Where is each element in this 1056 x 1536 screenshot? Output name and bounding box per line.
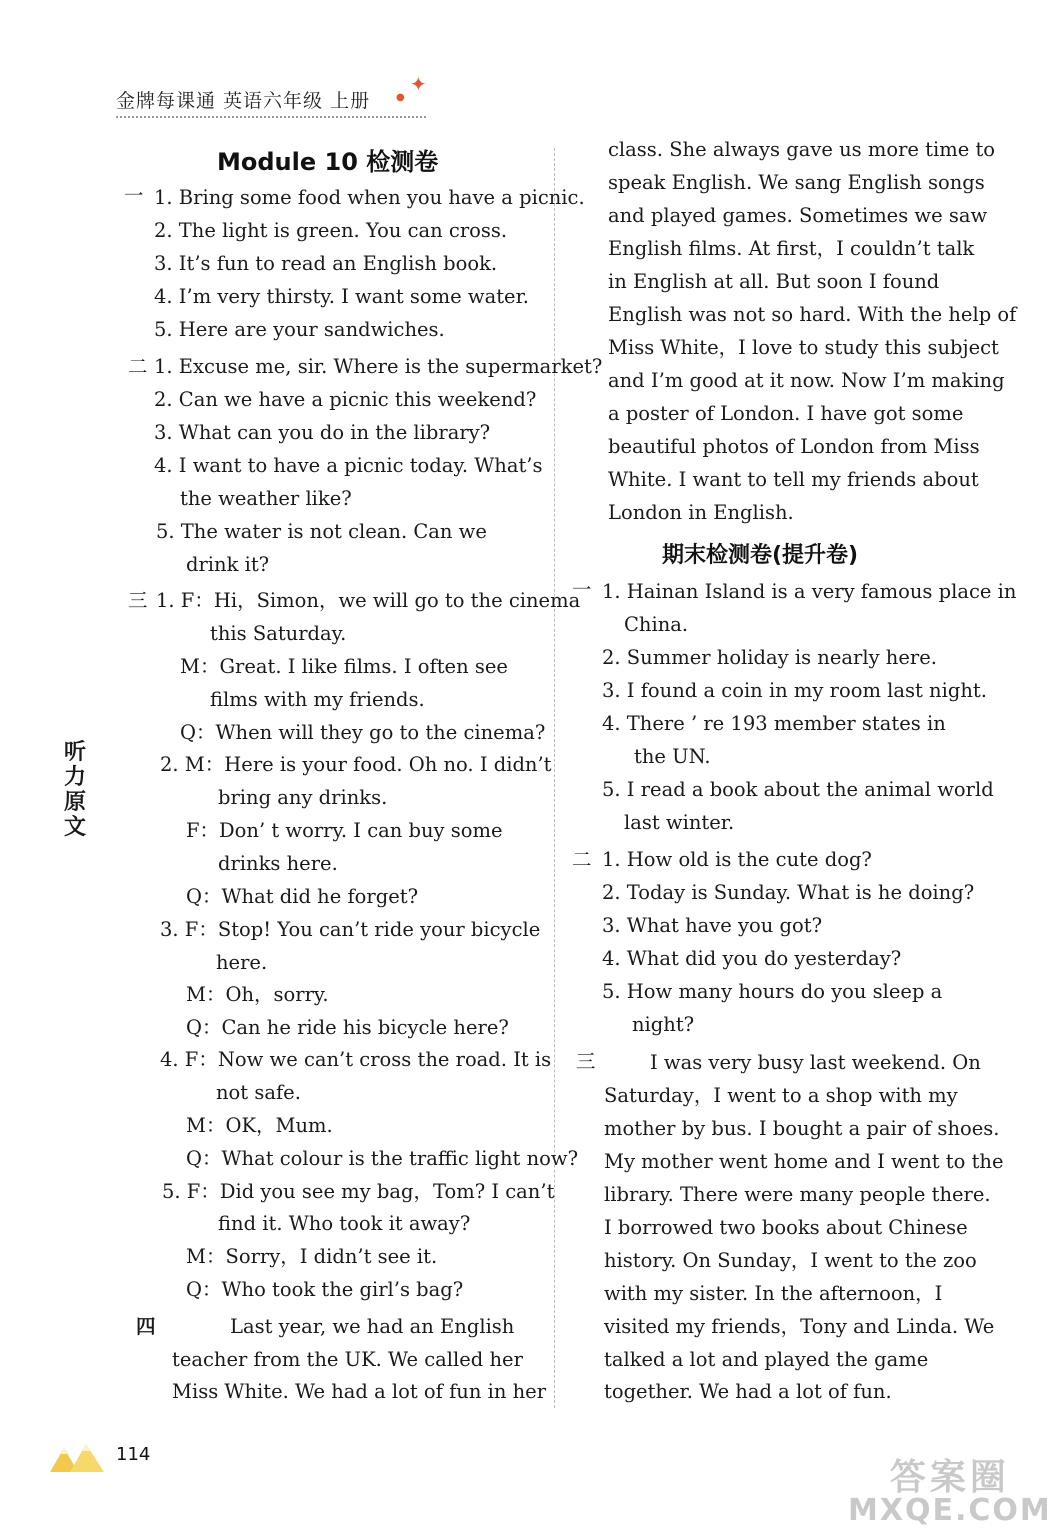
- text-line: F：Don’ t worry. I can buy some: [186, 819, 503, 842]
- section-marker: 三: [576, 1050, 596, 1073]
- text-line: 2. Summer holiday is nearly here.: [602, 646, 937, 669]
- text-line: the weather like?: [180, 487, 352, 510]
- text-line: 3. What have you got?: [602, 914, 823, 937]
- section-marker: 三: [128, 589, 148, 612]
- text-line: 3. F：Stop! You can’t ride your bicycle: [160, 918, 541, 941]
- text-line: talked a lot and played the game: [604, 1348, 929, 1371]
- text-line: 2. M：Here is your food. Oh no. I didn’t: [160, 753, 552, 776]
- text-line: Q：What did he forget?: [186, 885, 419, 908]
- text-line: 5. I read a book about the animal world: [602, 778, 994, 801]
- text-line: 1. Bring some food when you have a picnic.: [154, 186, 585, 209]
- text-line: 4. There ’ re 193 member states in: [602, 712, 946, 735]
- text-line: 4. What did you do yesterday?: [602, 947, 902, 970]
- header-title: 金牌每课通 英语六年级 上册: [116, 90, 371, 112]
- section-marker: 四: [136, 1315, 156, 1338]
- mountains-icon: [48, 1438, 108, 1474]
- text-line: 2. The light is green. You can cross.: [154, 219, 508, 242]
- text-line: Miss White. We had a lot of fun in her: [172, 1380, 547, 1403]
- column-divider: [554, 148, 555, 1408]
- text-line: 3. It’s fun to read an English book.: [154, 252, 498, 275]
- text-line: here.: [216, 951, 268, 974]
- text-line: I was very busy last weekend. On: [650, 1051, 981, 1074]
- text-line: M：Great. I like films. I often see: [180, 655, 508, 678]
- text-line: I borrowed two books about Chinese: [604, 1216, 968, 1239]
- text-line: Q：Who took the girl’s bag?: [186, 1278, 464, 1301]
- text-line: films with my friends.: [210, 688, 425, 711]
- text-line: 5. The water is not clean. Can we: [156, 520, 487, 543]
- text-line: with my sister. In the afternoon，I: [604, 1282, 943, 1305]
- text-line: Q：What colour is the traffic light now?: [186, 1147, 579, 1170]
- watermark-cn: 答案圈: [889, 1457, 1010, 1498]
- right-section-title: 期末检测卷(提升卷): [662, 543, 859, 568]
- text-line: Last year, we had an English: [230, 1315, 515, 1338]
- text-line: class. She always gave us more time to: [608, 138, 996, 161]
- text-line: drinks here.: [218, 852, 338, 875]
- text-line: last winter.: [624, 811, 735, 834]
- text-line: My mother went home and I went to the: [604, 1150, 1004, 1173]
- text-line: Miss White，I love to study this subject: [608, 336, 999, 359]
- text-line: speak English. We sang English songs: [608, 171, 985, 194]
- section-marker: 一: [572, 578, 592, 601]
- text-line: English was not so hard. With the help of: [608, 303, 1017, 326]
- section-marker: 二: [572, 848, 592, 871]
- text-line: English films. At first，I couldn’t talk: [608, 237, 975, 260]
- text-line: a poster of London. I have got some: [608, 402, 964, 425]
- text-line: and played games. Sometimes we saw: [608, 204, 988, 227]
- text-line: Q：Can he ride his bicycle here?: [186, 1016, 509, 1039]
- page-number: 114: [116, 1444, 151, 1465]
- text-line: together. We had a lot of fun.: [604, 1380, 892, 1403]
- text-line: in English at all. But soon I found: [608, 270, 940, 293]
- text-line: 5. How many hours do you sleep a: [602, 980, 943, 1003]
- text-line: Saturday，I went to a shop with my: [604, 1084, 958, 1107]
- watermark: [848, 1457, 1052, 1528]
- text-line: 4. I’m very thirsty. I want some water.: [154, 285, 529, 308]
- text-line: find it. Who took it away?: [218, 1212, 471, 1235]
- header-star-icon: ✦: [410, 72, 427, 96]
- text-line: London in English.: [608, 501, 794, 524]
- text-line: visited my friends，Tony and Linda. We: [604, 1315, 995, 1338]
- text-line: 1. Excuse me, sir. Where is the supermarket?: [154, 355, 603, 378]
- text-line: 2. Can we have a picnic this weekend?: [154, 388, 537, 411]
- text-line: 5. Here are your sandwiches.: [154, 318, 445, 341]
- text-line: mother by bus. I bought a pair of shoes.: [604, 1117, 1000, 1140]
- text-line: 4. F：Now we can’t cross the road. It is: [160, 1048, 552, 1071]
- section-marker: 二: [128, 355, 148, 378]
- text-line: beautiful photos of London from Miss: [608, 435, 980, 458]
- text-line: history. On Sunday，I went to the zoo: [604, 1249, 977, 1272]
- text-line: Q：When will they go to the cinema?: [180, 721, 546, 744]
- text-line: 3. I found a coin in my room last night.: [602, 679, 987, 702]
- header-rule: [116, 116, 426, 118]
- text-line: 2. Today is Sunday. What is he doing?: [602, 881, 975, 904]
- text-line: White. I want to tell my friends about: [608, 468, 979, 491]
- text-line: 5. F：Did you see my bag，Tom? I can’t: [162, 1180, 555, 1203]
- header-dot-icon: ●: [396, 92, 405, 103]
- text-line: the UN.: [634, 745, 711, 768]
- watermark-en: MXQE.COM: [848, 1493, 1052, 1528]
- text-line: not safe.: [216, 1081, 301, 1104]
- text-line: drink it?: [186, 553, 270, 576]
- text-line: 1. Hainan Island is a very famous place in: [602, 580, 1017, 603]
- left-section-title: Module 10 检测卷: [217, 148, 439, 176]
- text-line: 3. What can you do in the library?: [154, 421, 491, 444]
- text-line: bring any drinks.: [218, 786, 388, 809]
- text-line: 4. I want to have a picnic today. What’s: [154, 454, 543, 477]
- text-line: this Saturday.: [210, 622, 347, 645]
- text-line: and I’m good at it now. Now I’m making: [608, 369, 1005, 392]
- text-line: night?: [632, 1013, 695, 1036]
- text-line: 1. How old is the cute dog?: [602, 848, 872, 871]
- text-line: teacher from the UK. We called her: [172, 1348, 523, 1371]
- text-line: M：Oh，sorry.: [186, 983, 329, 1006]
- text-line: 1. F：Hi，Simon，we will go to the cinema: [156, 589, 581, 612]
- text-line: M：OK，Mum.: [186, 1114, 333, 1137]
- text-line: library. There were many people there.: [604, 1183, 991, 1206]
- text-line: China.: [624, 613, 689, 636]
- text-line: M：Sorry，I didn’t see it.: [186, 1245, 438, 1268]
- side-label: 听力原文: [63, 740, 86, 840]
- section-marker: 一: [124, 184, 144, 207]
